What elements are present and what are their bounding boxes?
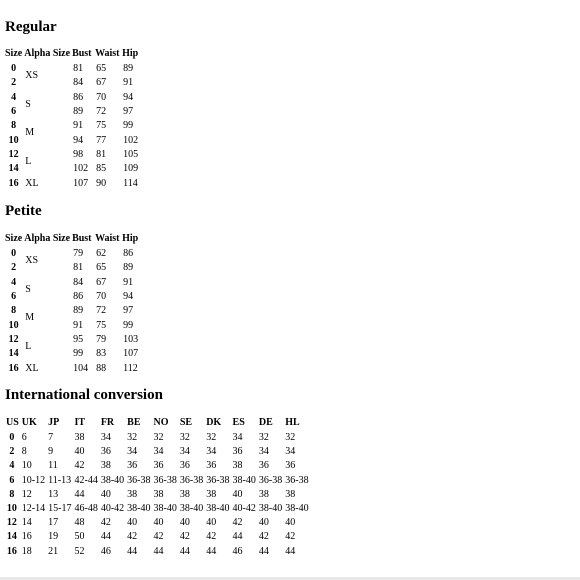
hip-cell: 94 [123,91,134,103]
size-cell: 6 [11,106,17,118]
size-cell: 4 [11,91,17,103]
alpha-size-cell: L [25,341,32,353]
uk-cell: 10 [21,460,32,472]
header-se: SE [179,417,193,428]
header-it: IT [74,417,86,428]
dk-cell: 34 [206,446,217,458]
waist-cell: 90 [96,177,107,189]
size-cell: 12 [8,333,19,345]
header-bust: Bust [72,233,92,244]
de-cell: 36-38 [258,474,283,486]
se-cell: 36 [179,460,190,472]
table-row [4,445,310,459]
fr-cell: 46 [100,545,111,557]
se-cell: 38 [179,488,190,500]
it-cell: 40 [74,446,85,458]
jp-cell: 19 [48,531,59,543]
be-cell: 44 [127,545,138,557]
table-row [4,119,144,133]
no-cell: 32 [153,432,164,444]
no-cell: 34 [153,446,164,458]
petite-header-row [4,231,144,247]
hl-cell: 42 [285,531,296,543]
be-cell: 36-38 [127,474,151,486]
be-cell: 40 [127,517,138,529]
alpha-size-cell: S [25,98,31,110]
fr-cell: 40 [100,488,111,500]
header-waist: Waist [95,48,120,59]
no-cell: 36-38 [153,474,177,486]
es-cell: 40-42 [232,503,256,515]
header-alpha-size: Alpha Size [24,48,71,59]
petite-size-table [4,231,144,376]
international-header-row [4,415,310,431]
hip-cell: 109 [123,163,139,175]
table-row [4,304,144,318]
be-cell: 42 [127,531,138,543]
header-waist: Waist [95,233,120,244]
us-cell: 10 [6,503,17,515]
regular-size-table [4,46,144,191]
hip-cell: 89 [123,262,134,274]
size-cell: 0 [11,63,17,75]
se-cell: 42 [179,531,190,543]
table-row [4,276,144,290]
uk-cell: 12 [21,488,32,500]
size-cell: 8 [11,120,17,132]
waist-cell: 67 [96,276,107,288]
table-row [4,488,310,502]
table-row [4,361,144,375]
hl-cell: 40 [285,517,296,529]
alpha-size-cell: XL [25,362,39,374]
alpha-size-cell: XS [25,255,39,267]
dk-cell: 38 [206,488,217,500]
bust-cell: 91 [73,319,84,331]
hip-cell: 91 [123,77,134,89]
uk-cell: 14 [21,517,32,529]
hl-cell: 44 [285,545,296,557]
international-title: International conversion [5,387,163,403]
bust-cell: 89 [73,106,84,118]
alpha-size-cell: M [25,127,35,139]
it-cell: 48 [74,517,85,529]
header-size: Size [5,233,23,244]
bust-cell: 89 [73,305,84,317]
jp-cell: 21 [48,545,59,557]
uk-cell: 16 [21,531,32,543]
dk-cell: 36-38 [206,474,230,486]
es-cell: 34 [232,432,243,444]
us-cell: 16 [6,545,17,557]
header-us: US [6,417,19,428]
hip-cell: 105 [123,148,139,160]
no-cell: 40 [153,517,164,529]
de-cell: 42 [258,531,269,543]
es-cell: 38-40 [232,474,256,486]
hip-cell: 94 [123,291,134,303]
waist-cell: 65 [96,63,107,75]
header-alpha-size: Alpha Size [24,233,71,244]
jp-cell: 13 [48,488,59,500]
bust-cell: 94 [73,134,84,146]
size-cell: 16 [8,362,19,374]
table-row [4,431,310,445]
table-row [4,474,310,488]
de-cell: 34 [258,446,269,458]
bust-cell: 95 [73,333,84,345]
waist-cell: 72 [96,305,107,317]
fr-cell: 44 [100,531,111,543]
bust-cell: 98 [73,148,84,160]
jp-cell: 11-13 [48,474,72,486]
uk-cell: 18 [21,545,32,557]
be-cell: 38 [127,488,138,500]
alpha-size-cell: M [25,312,35,324]
it-cell: 42-44 [74,474,98,486]
es-cell: 46 [232,545,243,557]
bust-cell: 86 [73,91,84,103]
uk-cell: 6 [21,432,27,444]
us-cell: 4 [9,460,15,472]
hl-cell: 36 [285,460,296,472]
de-cell: 38 [258,488,269,500]
fr-cell: 40-42 [100,503,125,515]
table-row [4,333,144,347]
us-cell: 2 [9,446,15,458]
se-cell: 44 [179,545,190,557]
jp-cell: 7 [48,432,54,444]
hip-cell: 99 [123,120,134,132]
waist-cell: 83 [96,348,107,360]
de-cell: 38-40 [258,503,283,515]
de-cell: 40 [258,517,269,529]
de-cell: 36 [258,460,269,472]
hl-cell: 38-40 [285,503,309,515]
fr-cell: 38 [100,460,111,472]
header-fr: FR [100,417,115,428]
regular-title: Regular [5,19,57,35]
table-row [4,176,144,190]
alpha-size-cell: XL [25,177,39,189]
dk-cell: 44 [206,545,217,557]
be-cell: 36 [127,460,138,472]
hip-cell: 114 [123,177,138,189]
header-de: DE [258,417,273,428]
header-uk: UK [21,417,37,428]
es-cell: 44 [232,531,243,543]
se-cell: 36-38 [179,474,204,486]
us-cell: 14 [6,531,17,543]
de-cell: 44 [258,545,269,557]
es-cell: 42 [232,517,243,529]
se-cell: 38-40 [179,503,204,515]
petite-body [4,247,144,376]
size-cell: 14 [8,163,19,175]
bust-cell: 102 [73,163,89,175]
es-cell: 36 [232,446,243,458]
de-cell: 32 [258,432,269,444]
se-cell: 34 [179,446,190,458]
jp-cell: 11 [48,460,58,472]
waist-cell: 75 [96,120,107,132]
dk-cell: 38-40 [206,503,230,515]
bust-cell: 104 [73,362,89,374]
hl-cell: 34 [285,446,296,458]
bust-cell: 99 [73,348,84,360]
be-cell: 32 [127,432,138,444]
waist-cell: 72 [96,106,107,118]
no-cell: 38 [153,488,164,500]
se-cell: 40 [179,517,190,529]
fr-cell: 42 [100,517,111,529]
header-no: NO [153,417,169,428]
dk-cell: 36 [206,460,217,472]
hip-cell: 86 [123,248,134,260]
it-cell: 38 [74,432,85,444]
waist-cell: 65 [96,262,107,274]
hip-cell: 103 [123,333,139,345]
be-cell: 34 [127,446,138,458]
jp-cell: 9 [48,446,54,458]
waist-cell: 81 [96,148,107,160]
es-cell: 38 [232,460,243,472]
hip-cell: 107 [123,348,139,360]
waist-cell: 85 [96,163,107,175]
it-cell: 46-48 [74,503,98,515]
header-bust: Bust [72,48,92,59]
header-jp: JP [48,417,60,428]
hip-cell: 91 [123,276,134,288]
hip-cell: 102 [123,134,139,146]
hl-cell: 32 [285,432,296,444]
waist-cell: 70 [96,91,107,103]
hip-cell: 112 [123,362,138,374]
table-row [4,516,310,530]
it-cell: 42 [74,460,85,472]
regular-header-row [4,46,144,62]
header-hl: HL [285,417,300,428]
header-dk: DK [206,417,222,428]
waist-cell: 62 [96,248,107,260]
bust-cell: 91 [73,120,84,132]
table-row [4,502,310,516]
petite-title: Petite [5,203,42,219]
hl-cell: 38 [285,488,296,500]
es-cell: 40 [232,488,243,500]
waist-cell: 70 [96,291,107,303]
bust-cell: 84 [73,77,84,89]
alpha-size-cell: XS [25,70,39,82]
bust-cell: 79 [73,248,84,260]
bust-cell: 81 [73,262,84,274]
header-hip: Hip [122,48,139,59]
bust-cell: 86 [73,291,84,303]
size-cell: 0 [11,248,17,260]
us-cell: 12 [6,517,17,529]
international-conversion-table [4,415,310,559]
it-cell: 50 [74,531,85,543]
us-cell: 8 [9,488,15,500]
waist-cell: 75 [96,319,107,331]
uk-cell: 10-12 [21,474,46,486]
dk-cell: 40 [206,517,217,529]
it-cell: 52 [74,545,85,557]
international-body [4,431,310,559]
no-cell: 36 [153,460,164,472]
it-cell: 44 [74,488,85,500]
size-cell: 12 [8,148,19,160]
waist-cell: 79 [96,333,107,345]
waist-cell: 88 [96,362,107,374]
jp-cell: 17 [48,517,59,529]
be-cell: 38-40 [127,503,151,515]
size-cell: 10 [8,134,19,146]
header-es: ES [232,417,245,428]
fr-cell: 36 [100,446,111,458]
size-cell: 2 [11,77,17,89]
size-cell: 14 [8,348,19,360]
size-cell: 4 [11,276,17,288]
bust-cell: 84 [73,276,84,288]
no-cell: 42 [153,531,164,543]
size-cell: 2 [11,262,17,274]
size-cell: 8 [11,305,17,317]
table-row [4,62,144,76]
uk-cell: 8 [21,446,27,458]
uk-cell: 12-14 [21,503,46,515]
dk-cell: 32 [206,432,217,444]
alpha-size-cell: L [25,156,32,168]
waist-cell: 77 [96,134,107,146]
fr-cell: 38-40 [100,474,125,486]
bust-cell: 107 [73,177,89,189]
se-cell: 32 [179,432,190,444]
dk-cell: 42 [206,531,217,543]
regular-body [4,62,144,191]
hip-cell: 99 [123,319,134,331]
size-cell: 10 [8,319,19,331]
table-row [4,148,144,162]
table-row [4,247,144,261]
hip-cell: 97 [123,106,134,118]
table-row [4,530,310,544]
table-row [4,459,310,473]
waist-cell: 67 [96,77,107,89]
no-cell: 38-40 [153,503,177,515]
size-cell: 6 [11,291,17,303]
table-row [4,545,310,559]
hl-cell: 36-38 [285,474,309,486]
table-row [4,91,144,105]
size-cell: 16 [8,177,19,189]
header-size: Size [5,48,23,59]
us-cell: 6 [9,474,15,486]
fr-cell: 34 [100,432,111,444]
header-be: BE [127,417,141,428]
us-cell: 0 [9,432,15,444]
bust-cell: 81 [73,63,84,75]
header-hip: Hip [122,233,139,244]
jp-cell: 15-17 [48,503,72,515]
hip-cell: 89 [123,63,134,75]
no-cell: 44 [153,545,164,557]
alpha-size-cell: S [25,283,31,295]
hip-cell: 97 [123,305,134,317]
